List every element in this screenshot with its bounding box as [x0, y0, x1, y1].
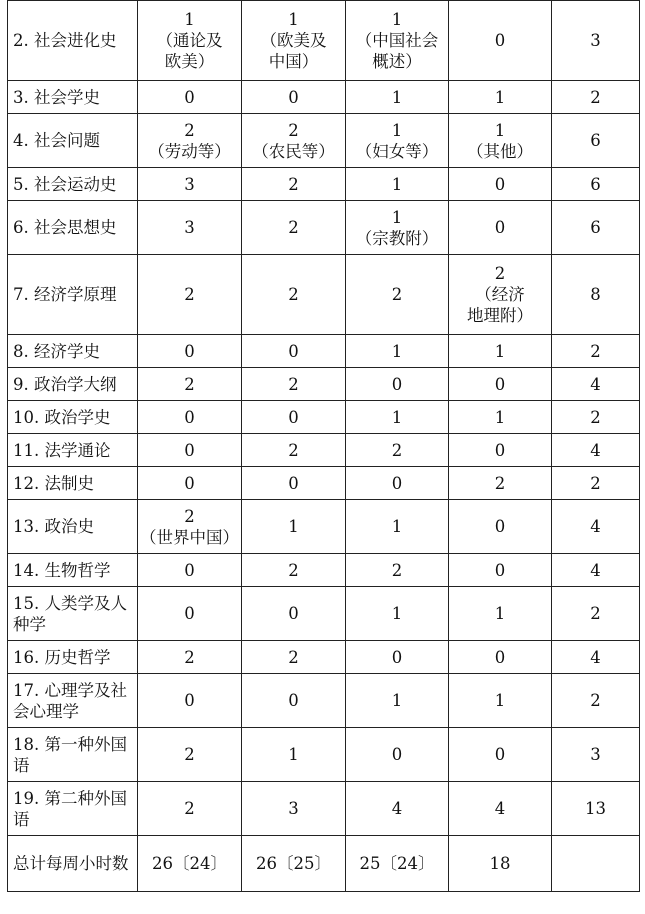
total-cell — [552, 674, 640, 728]
hours-value: 2 — [184, 374, 195, 394]
year4-cell — [449, 1, 552, 81]
hours-value: 4 — [590, 374, 601, 394]
year1-cell — [138, 81, 242, 114]
year1-cell — [138, 728, 242, 782]
hours-value: 1 — [288, 10, 299, 29]
hours-value: 0 — [288, 341, 299, 361]
year4-cell — [449, 201, 552, 255]
subject-cell — [8, 114, 138, 168]
year4-cell — [449, 255, 552, 335]
subject-cell — [8, 1, 138, 81]
hours-value: 2 — [590, 473, 601, 493]
hours-value: 2 — [288, 374, 299, 394]
hours-value: 2 — [288, 218, 299, 237]
subject-cell — [8, 500, 138, 554]
subject-label: 5. 社会运动史 — [13, 174, 117, 194]
subject-label: 4. 社会问题 — [13, 131, 100, 150]
hours-value: 1 — [391, 87, 403, 107]
hours-value: 0 — [184, 691, 195, 710]
table-row — [8, 467, 640, 500]
hours-value: 4 — [391, 799, 403, 818]
subject-label: 18. 第一种外国语 — [13, 734, 127, 775]
hours-value: 2 — [494, 264, 506, 283]
table-row — [8, 641, 640, 674]
hours-value: 1 — [391, 407, 403, 427]
year3-cell — [346, 201, 449, 255]
hours-value: 4 — [590, 517, 601, 536]
hours-value: 1 — [288, 517, 299, 536]
hours-value: 0 — [184, 341, 195, 361]
hours-value: 2 — [391, 560, 403, 580]
hours-value: 1 — [494, 341, 506, 361]
year3-cell — [346, 368, 449, 401]
hours-value: 6 — [590, 218, 601, 237]
hours-value: 6 — [590, 131, 601, 150]
year4-cell — [449, 641, 552, 674]
year3-cell — [346, 674, 449, 728]
subject-label: 13. 政治史 — [13, 517, 94, 536]
hours-value: 3 — [288, 799, 299, 818]
hours-value: 2 — [494, 473, 506, 493]
hours-value: 0 — [494, 517, 506, 536]
hours-value: 2 — [590, 691, 601, 710]
hours-value: 0 — [494, 374, 506, 394]
hours-value: 2 — [391, 285, 403, 304]
subject-cell — [8, 434, 138, 467]
hours-note: 地理附） — [467, 306, 533, 325]
year3-cell — [346, 335, 449, 368]
year3-cell — [346, 81, 449, 114]
table-row — [8, 500, 640, 554]
subject-label: 11. 法学通论 — [13, 440, 111, 460]
year4-cell — [449, 335, 552, 368]
hours-value: 2 — [590, 341, 601, 361]
subject-label: 16. 历史哲学 — [13, 647, 111, 667]
year3-cell — [346, 1, 449, 81]
year4-cell — [449, 168, 552, 201]
hours-value: 2 — [590, 87, 601, 107]
year4-cell — [449, 368, 552, 401]
year1-cell — [138, 255, 242, 335]
year2-cell — [242, 467, 346, 500]
subject-cell — [8, 587, 138, 641]
hours-value: 1 — [494, 87, 506, 107]
total-cell — [552, 368, 640, 401]
subject-label: 12. 法制史 — [13, 473, 94, 493]
subject-label: 19. 第二种外国语 — [13, 788, 127, 829]
table-body — [8, 1, 640, 892]
hours-value: 0 — [494, 560, 506, 580]
total-cell — [552, 1, 640, 81]
hours-value: 3 — [184, 174, 195, 194]
year1-cell — [138, 674, 242, 728]
hours-value: 0 — [494, 174, 506, 194]
hours-note: （通论及 — [156, 31, 223, 50]
hours-value: 1 — [391, 604, 403, 623]
table-row — [8, 782, 640, 836]
hours-value: 0 — [494, 745, 506, 764]
total-cell — [552, 587, 640, 641]
hours-value: 2 — [590, 604, 601, 623]
year3-cell — [346, 168, 449, 201]
hours-value: 4 — [590, 647, 601, 667]
total-cell — [552, 168, 640, 201]
hours-value: 0 — [184, 440, 195, 460]
year1-cell — [138, 467, 242, 500]
hours-value: 4 — [590, 440, 601, 460]
year3-cell — [346, 401, 449, 434]
hours-note: （宗教附） — [355, 228, 439, 248]
hours-value: 1 — [494, 604, 506, 623]
hours-note: 欧美） — [164, 52, 215, 71]
hours-value: 1 — [494, 120, 506, 140]
year1-cell — [138, 201, 242, 255]
hours-value: 2 — [590, 407, 601, 427]
hours-value: 0 — [391, 473, 403, 493]
hours-value: 1 — [391, 120, 403, 140]
year4-cell — [449, 674, 552, 728]
hours-value: 4 — [494, 799, 506, 818]
year2-cell — [242, 201, 346, 255]
hours-note: （劳动等） — [148, 141, 231, 161]
year2-cell — [242, 836, 346, 892]
total-cell — [552, 255, 640, 335]
hours-value: 2 — [391, 440, 403, 460]
hours-value: 0 — [288, 691, 299, 710]
hours-value: 4 — [590, 560, 601, 580]
hours-value: 1 — [391, 341, 403, 361]
year4-cell — [449, 81, 552, 114]
total-cell — [552, 114, 640, 168]
table-row — [8, 255, 640, 335]
hours-value: 1 — [494, 691, 506, 710]
year1-cell — [138, 401, 242, 434]
year1-cell — [138, 368, 242, 401]
year1-cell — [138, 434, 242, 467]
year4-cell — [449, 114, 552, 168]
hours-value: 0 — [184, 87, 195, 107]
subject-label: 14. 生物哲学 — [13, 560, 111, 580]
table-row — [8, 434, 640, 467]
hours-value: 13 — [585, 799, 606, 818]
hours-value: 2 — [184, 285, 195, 304]
year2-cell — [242, 554, 346, 587]
year3-cell — [346, 782, 449, 836]
year3-cell — [346, 114, 449, 168]
hours-note: （其他） — [467, 141, 533, 161]
total-cell — [552, 335, 640, 368]
hours-value: 25〔24〕 — [359, 854, 435, 873]
hours-value: 2 — [184, 647, 195, 667]
year2-cell — [242, 168, 346, 201]
table-row — [8, 335, 640, 368]
total-cell — [552, 81, 640, 114]
year2-cell — [242, 434, 346, 467]
subject-cell — [8, 728, 138, 782]
year2-cell — [242, 368, 346, 401]
hours-value: 0 — [288, 87, 299, 107]
subject-cell — [8, 168, 138, 201]
year4-cell — [449, 587, 552, 641]
subject-label: 9. 政治学大纲 — [13, 374, 117, 394]
subject-cell — [8, 782, 138, 836]
year3-cell — [346, 554, 449, 587]
hours-note: （经济 — [475, 285, 525, 304]
year2-cell — [242, 728, 346, 782]
hours-note: （欧美及 — [260, 31, 327, 50]
subject-label: 6. 社会思想史 — [13, 218, 117, 237]
table-row — [8, 201, 640, 255]
hours-value: 1 — [391, 207, 403, 227]
table-row — [8, 114, 640, 168]
hours-value: 0 — [288, 407, 299, 427]
table-row — [8, 554, 640, 587]
year2-cell — [242, 587, 346, 641]
hours-value: 0 — [288, 604, 299, 623]
total-cell — [552, 641, 640, 674]
hours-value: 26〔24〕 — [152, 854, 227, 873]
hours-value: 0 — [494, 31, 506, 50]
table-row — [8, 168, 640, 201]
course-hours-table — [7, 0, 640, 892]
year3-cell — [346, 728, 449, 782]
total-cell — [552, 467, 640, 500]
hours-value: 0 — [494, 440, 506, 460]
year4-cell — [449, 728, 552, 782]
hours-value: 0 — [494, 218, 506, 237]
hours-note: （世界中国） — [140, 527, 239, 547]
year1-cell — [138, 554, 242, 587]
hours-value: 2 — [184, 506, 195, 526]
hours-value: 18 — [489, 854, 511, 873]
hours-note: （农民等） — [252, 141, 335, 161]
table-row — [8, 836, 640, 892]
subject-label: 7. 经济学原理 — [13, 285, 117, 304]
subject-cell — [8, 641, 138, 674]
hours-value: 0 — [184, 560, 195, 580]
hours-value: 0 — [184, 473, 195, 493]
year3-cell — [346, 836, 449, 892]
hours-note: 中国） — [268, 52, 319, 71]
year3-cell — [346, 434, 449, 467]
year3-cell — [346, 255, 449, 335]
year4-cell — [449, 500, 552, 554]
hours-value: 2 — [184, 120, 195, 140]
table-row — [8, 81, 640, 114]
subject-label: 10. 政治学史 — [13, 407, 111, 427]
year2-cell — [242, 255, 346, 335]
year1-cell — [138, 500, 242, 554]
subject-cell — [8, 335, 138, 368]
year1-cell — [138, 114, 242, 168]
year4-cell — [449, 434, 552, 467]
table-row — [8, 1, 640, 81]
table-row — [8, 401, 640, 434]
hours-value: 0 — [184, 407, 195, 427]
hours-note: （妇女等） — [355, 141, 439, 161]
subject-cell — [8, 674, 138, 728]
subject-cell — [8, 401, 138, 434]
subject-label: 17. 心理学及社会心理学 — [13, 680, 127, 721]
hours-value: 2 — [288, 120, 299, 140]
subject-cell — [8, 368, 138, 401]
hours-value: 3 — [184, 218, 195, 237]
year4-cell — [449, 782, 552, 836]
year2-cell — [242, 401, 346, 434]
year1-cell — [138, 168, 242, 201]
total-cell — [552, 500, 640, 554]
hours-value: 1 — [494, 407, 506, 427]
year3-cell — [346, 500, 449, 554]
year2-cell — [242, 641, 346, 674]
year2-cell — [242, 1, 346, 81]
hours-value: 1 — [391, 174, 403, 194]
year1-cell — [138, 836, 242, 892]
total-cell — [552, 836, 640, 892]
hours-value: 0 — [391, 647, 403, 667]
hours-value: 2 — [184, 745, 195, 764]
subject-cell — [8, 467, 138, 500]
year1-cell — [138, 641, 242, 674]
hours-value: 0 — [184, 604, 195, 623]
year2-cell — [242, 674, 346, 728]
subject-label: 15. 人类学及人种学 — [13, 593, 127, 634]
hours-value: 6 — [590, 174, 601, 194]
hours-value: 1 — [288, 745, 299, 764]
total-cell — [552, 554, 640, 587]
subject-cell — [8, 554, 138, 587]
hours-note: 概述） — [372, 52, 422, 71]
year1-cell — [138, 335, 242, 368]
total-cell — [552, 201, 640, 255]
subject-label: 3. 社会学史 — [13, 87, 100, 107]
hours-value: 26〔25〕 — [256, 854, 331, 873]
table-row — [8, 368, 640, 401]
hours-value: 0 — [288, 473, 299, 493]
subject-label: 总计每周小时数 — [13, 854, 129, 873]
year3-cell — [346, 587, 449, 641]
hours-value: 1 — [184, 10, 195, 29]
subject-cell — [8, 201, 138, 255]
year3-cell — [346, 467, 449, 500]
year2-cell — [242, 500, 346, 554]
table-row — [8, 674, 640, 728]
subject-label: 2. 社会进化史 — [13, 31, 117, 50]
year2-cell — [242, 114, 346, 168]
hours-value: 2 — [288, 174, 299, 194]
hours-value: 1 — [391, 10, 403, 29]
hours-value: 1 — [391, 517, 403, 536]
hours-value: 2 — [288, 440, 299, 460]
year2-cell — [242, 81, 346, 114]
hours-value: 2 — [288, 560, 299, 580]
year1-cell — [138, 1, 242, 81]
hours-value: 2 — [184, 799, 195, 818]
hours-value: 2 — [288, 647, 299, 667]
year1-cell — [138, 587, 242, 641]
hours-value: 0 — [391, 745, 403, 764]
hours-value: 1 — [391, 691, 403, 710]
table-row — [8, 728, 640, 782]
table-row — [8, 587, 640, 641]
hours-value: 0 — [391, 374, 403, 394]
year4-cell — [449, 467, 552, 500]
year2-cell — [242, 335, 346, 368]
hours-note: （中国社会 — [355, 31, 439, 50]
hours-value: 3 — [590, 745, 601, 764]
hours-value: 3 — [590, 31, 601, 50]
subject-label: 8. 经济学史 — [13, 341, 100, 361]
hours-value: 2 — [288, 285, 299, 304]
year3-cell — [346, 641, 449, 674]
year2-cell — [242, 782, 346, 836]
hours-value: 0 — [494, 647, 506, 667]
total-cell — [552, 728, 640, 782]
total-cell — [552, 782, 640, 836]
subject-cell — [8, 255, 138, 335]
year4-cell — [449, 836, 552, 892]
total-cell — [552, 434, 640, 467]
year4-cell — [449, 401, 552, 434]
year4-cell — [449, 554, 552, 587]
subject-cell — [8, 81, 138, 114]
hours-value: 8 — [590, 285, 601, 304]
year1-cell — [138, 782, 242, 836]
subject-cell — [8, 836, 138, 892]
total-cell — [552, 401, 640, 434]
